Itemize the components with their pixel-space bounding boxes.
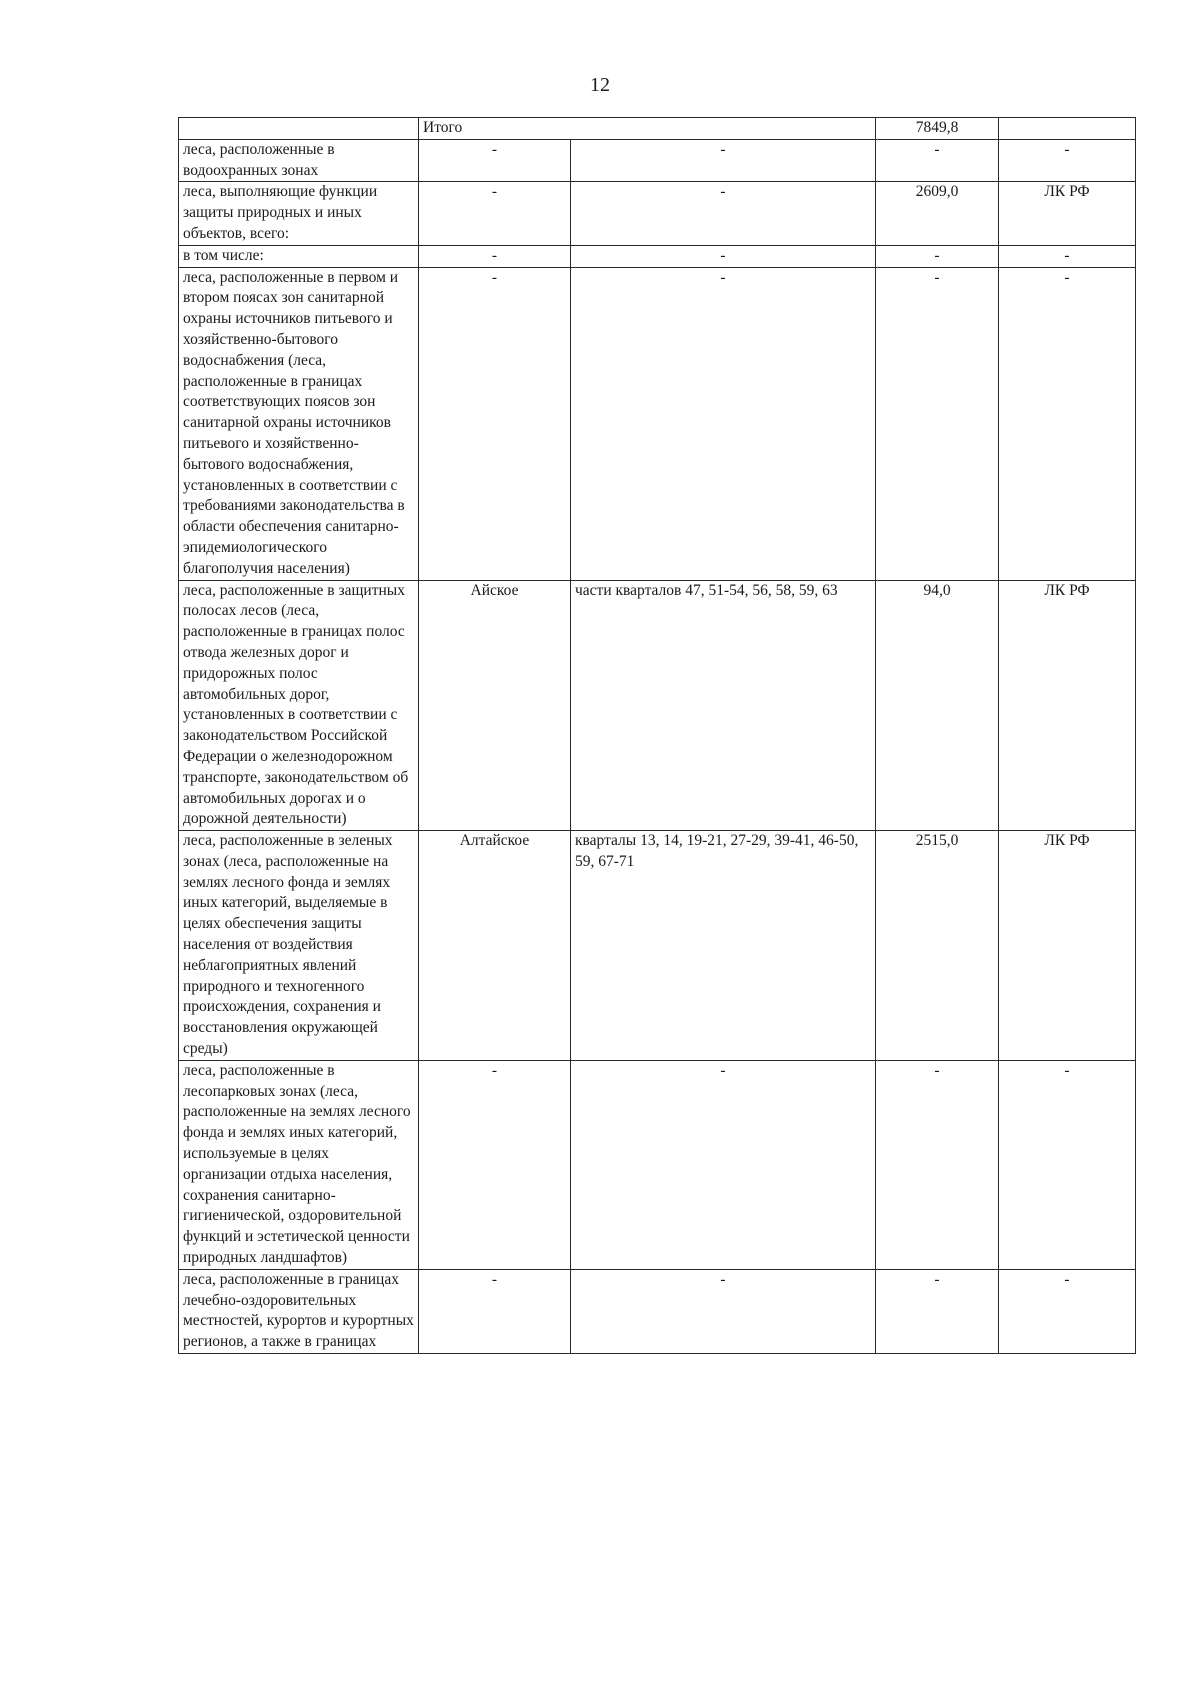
- category-cell: леса, расположенные в зеленых зонах (леса, расположенные на землях лесного фонда и землях иных категорий, выделяемые в целях обеспечения защиты населения от воздействия неблагоприятных явлений природного и техногенного происхождения, сохранения и восстановления окружающей среды): [179, 831, 419, 1061]
- table-row: [179, 1060, 1136, 1269]
- area-cell: -: [876, 1060, 999, 1269]
- table-row: [179, 139, 1136, 182]
- area-cell: -: [876, 245, 999, 267]
- area-cell: 94,0: [876, 580, 999, 831]
- basis-cell: -: [999, 267, 1136, 580]
- forestry-cell: -: [419, 245, 571, 267]
- table-row: [179, 182, 1136, 245]
- category-cell: в том числе:: [179, 245, 419, 267]
- forestry-cell: -: [419, 1060, 571, 1269]
- forestry-cell: -: [419, 1269, 571, 1353]
- area-cell: -: [876, 267, 999, 580]
- table-row: [179, 1269, 1136, 1353]
- location-cell: -: [571, 267, 876, 580]
- category-cell: леса, расположенные в защитных полосах лесов (леса, расположенные в границах полос отвода железных дорог и придорожных полос автомобильных дорог, установленных в соответствии с законодательством Российской Федерации о железнодорожном транспорте, законодательством об автомобильных дорогах и о дорожной деятельности): [179, 580, 419, 831]
- forestry-cell: -: [419, 267, 571, 580]
- category-cell: леса, расположенные в водоохранных зонах: [179, 139, 419, 182]
- table-row: [179, 831, 1136, 1061]
- location-cell: кварталы 13, 14, 19-21, 27-29, 39-41, 46-50, 59, 67-71: [571, 831, 876, 1061]
- total-basis: [999, 118, 1136, 140]
- table-row: [179, 267, 1136, 580]
- location-cell: -: [571, 139, 876, 182]
- location-cell: части кварталов 47, 51-54, 56, 58, 59, 63: [571, 580, 876, 831]
- basis-cell: ЛК РФ: [999, 831, 1136, 1061]
- forestry-cell: -: [419, 139, 571, 182]
- page-number: 12: [590, 74, 610, 96]
- category-cell: леса, расположенные в границах лечебно-оздоровительных местностей, курортов и курортных регионов, а также в границах: [179, 1269, 419, 1353]
- forestry-cell: Айское: [419, 580, 571, 831]
- location-cell: -: [571, 182, 876, 245]
- total-empty-cell: [179, 118, 419, 140]
- location-cell: -: [571, 245, 876, 267]
- basis-cell: -: [999, 1060, 1136, 1269]
- total-label: Итого: [419, 118, 876, 140]
- area-cell: 2609,0: [876, 182, 999, 245]
- location-cell: -: [571, 1060, 876, 1269]
- basis-cell: -: [999, 1269, 1136, 1353]
- basis-cell: -: [999, 245, 1136, 267]
- category-cell: леса, расположенные в лесопарковых зонах (леса, расположенные на землях лесного фонда и землях иных категорий, используемые в целях организации отдыха населения, сохранения санитарно-гигиенической, оздоровительной функций и эстетической ценности природных ландшафтов): [179, 1060, 419, 1269]
- location-cell: -: [571, 1269, 876, 1353]
- table-row: [179, 245, 1136, 267]
- area-cell: -: [876, 1269, 999, 1353]
- table-row: [179, 580, 1136, 831]
- area-cell: -: [876, 139, 999, 182]
- area-cell: 2515,0: [876, 831, 999, 1061]
- total-area: 7849,8: [876, 118, 999, 140]
- basis-cell: -: [999, 139, 1136, 182]
- category-cell: леса, расположенные в первом и втором поясах зон санитарной охраны источников питьевого и хозяйственно-бытового водоснабжения (леса, расположенные в границах соответствующих поясов зон санитарной охраны источников питьевого и хозяйственно-бытового водоснабжения, установленных в соответствии с требованиями законодательства в области обеспечения санитарно-эпидемиологического благополучия населения): [179, 267, 419, 580]
- forest-protection-table: [178, 117, 1136, 1354]
- forestry-cell: Алтайское: [419, 831, 571, 1061]
- basis-cell: ЛК РФ: [999, 182, 1136, 245]
- forestry-cell: -: [419, 182, 571, 245]
- category-cell: леса, выполняющие функции защиты природных и иных объектов, всего:: [179, 182, 419, 245]
- basis-cell: ЛК РФ: [999, 580, 1136, 831]
- total-row: [179, 118, 1136, 140]
